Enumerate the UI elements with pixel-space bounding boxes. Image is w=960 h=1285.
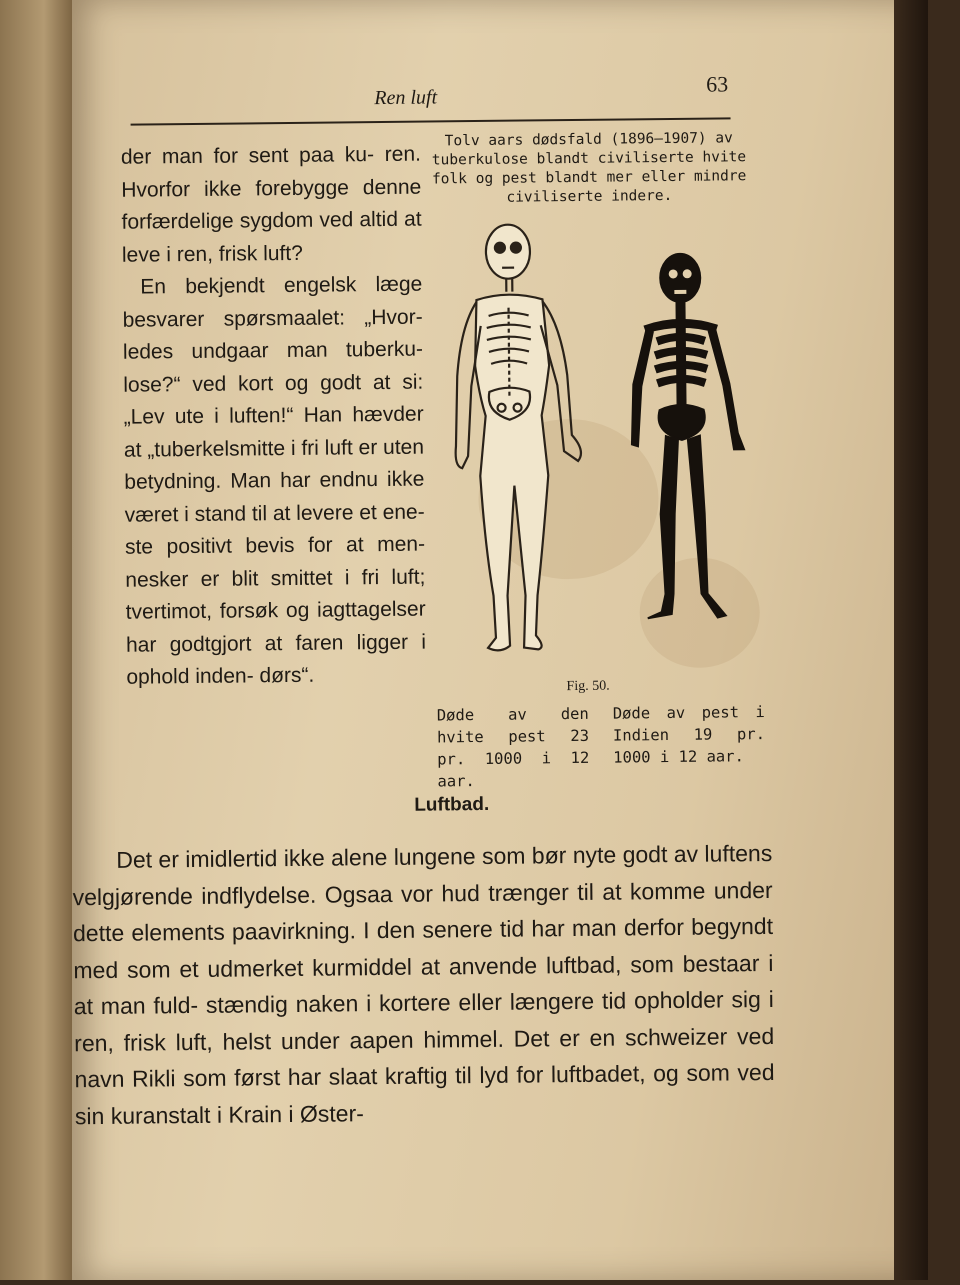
left-column: [121, 139, 427, 695]
skeleton-illustration: [436, 213, 761, 666]
figure-caption-right: Døde av pest i Indien 19 pr. 1000 i 12 aar.: [612, 703, 766, 767]
section-heading: Luftbad.: [414, 793, 490, 816]
figure-caption-top: Tolv aars dødsfald (1896—1907) av tuberkulose blandt civiliserte hvite folk og pest blandt mer eller mindre civiliserte indere.: [431, 130, 747, 206]
page-number: 63: [706, 71, 729, 97]
figure-skeletons: [436, 213, 761, 666]
body-text: [72, 835, 775, 1134]
left-paragraph-2: En bekjendt engelsk læge besvarer spørsmaalet: „Hvor- ledes undgaar man tuberku- lose?“ ved kort og godt at si: „Lev ute i luften!“ Han hævder at „tuberkelsmitte i fri luft er uten betydning. Man har endnu ikke været i stand til at levere et ene- ste positivt bevis for at men- nesker er blit smittet i fri luft; tvertimot, forsøk og iagttagelser har godtgjort at faren ligger i ophold inden- dørs“.: [122, 272, 427, 689]
figure-caption-left: Døde av den hvite pest 23 pr. 1000 i 12 aar.: [436, 704, 590, 791]
figure-label: Fig. 50.: [566, 678, 610, 695]
body-paragraph: Det er imidlertid ikke alene lungene som bør nyte godt av luftens velgjørende indflydelse. Ogsaa vor hud trænger til at komme under dette elements paavirkning. I den senere tid har man derfor begyndt med som et udmerket kurmiddel at anvende luftbad, som bestaar i at man fuld- stændig naken i kortere eller længere tid opholder sig i ren, frisk luft, helst under aapen himmel. Det er en schweizer ved navn Rikli som først har slaat kraftig til lyd for luftbadet, og som ved sin kuranstalt i Krain i Øster-: [72, 839, 775, 1129]
left-paragraph-1: der man for sent paa ku- ren. Hvorfor ikke forebygge denne forfærdelige sygdom ved altid at leve i ren, frisk luft?: [120, 142, 422, 267]
black-skeleton: [630, 253, 746, 618]
header-rule: [131, 117, 731, 125]
running-head: Ren luft: [374, 86, 438, 110]
white-skeleton: [453, 224, 583, 651]
